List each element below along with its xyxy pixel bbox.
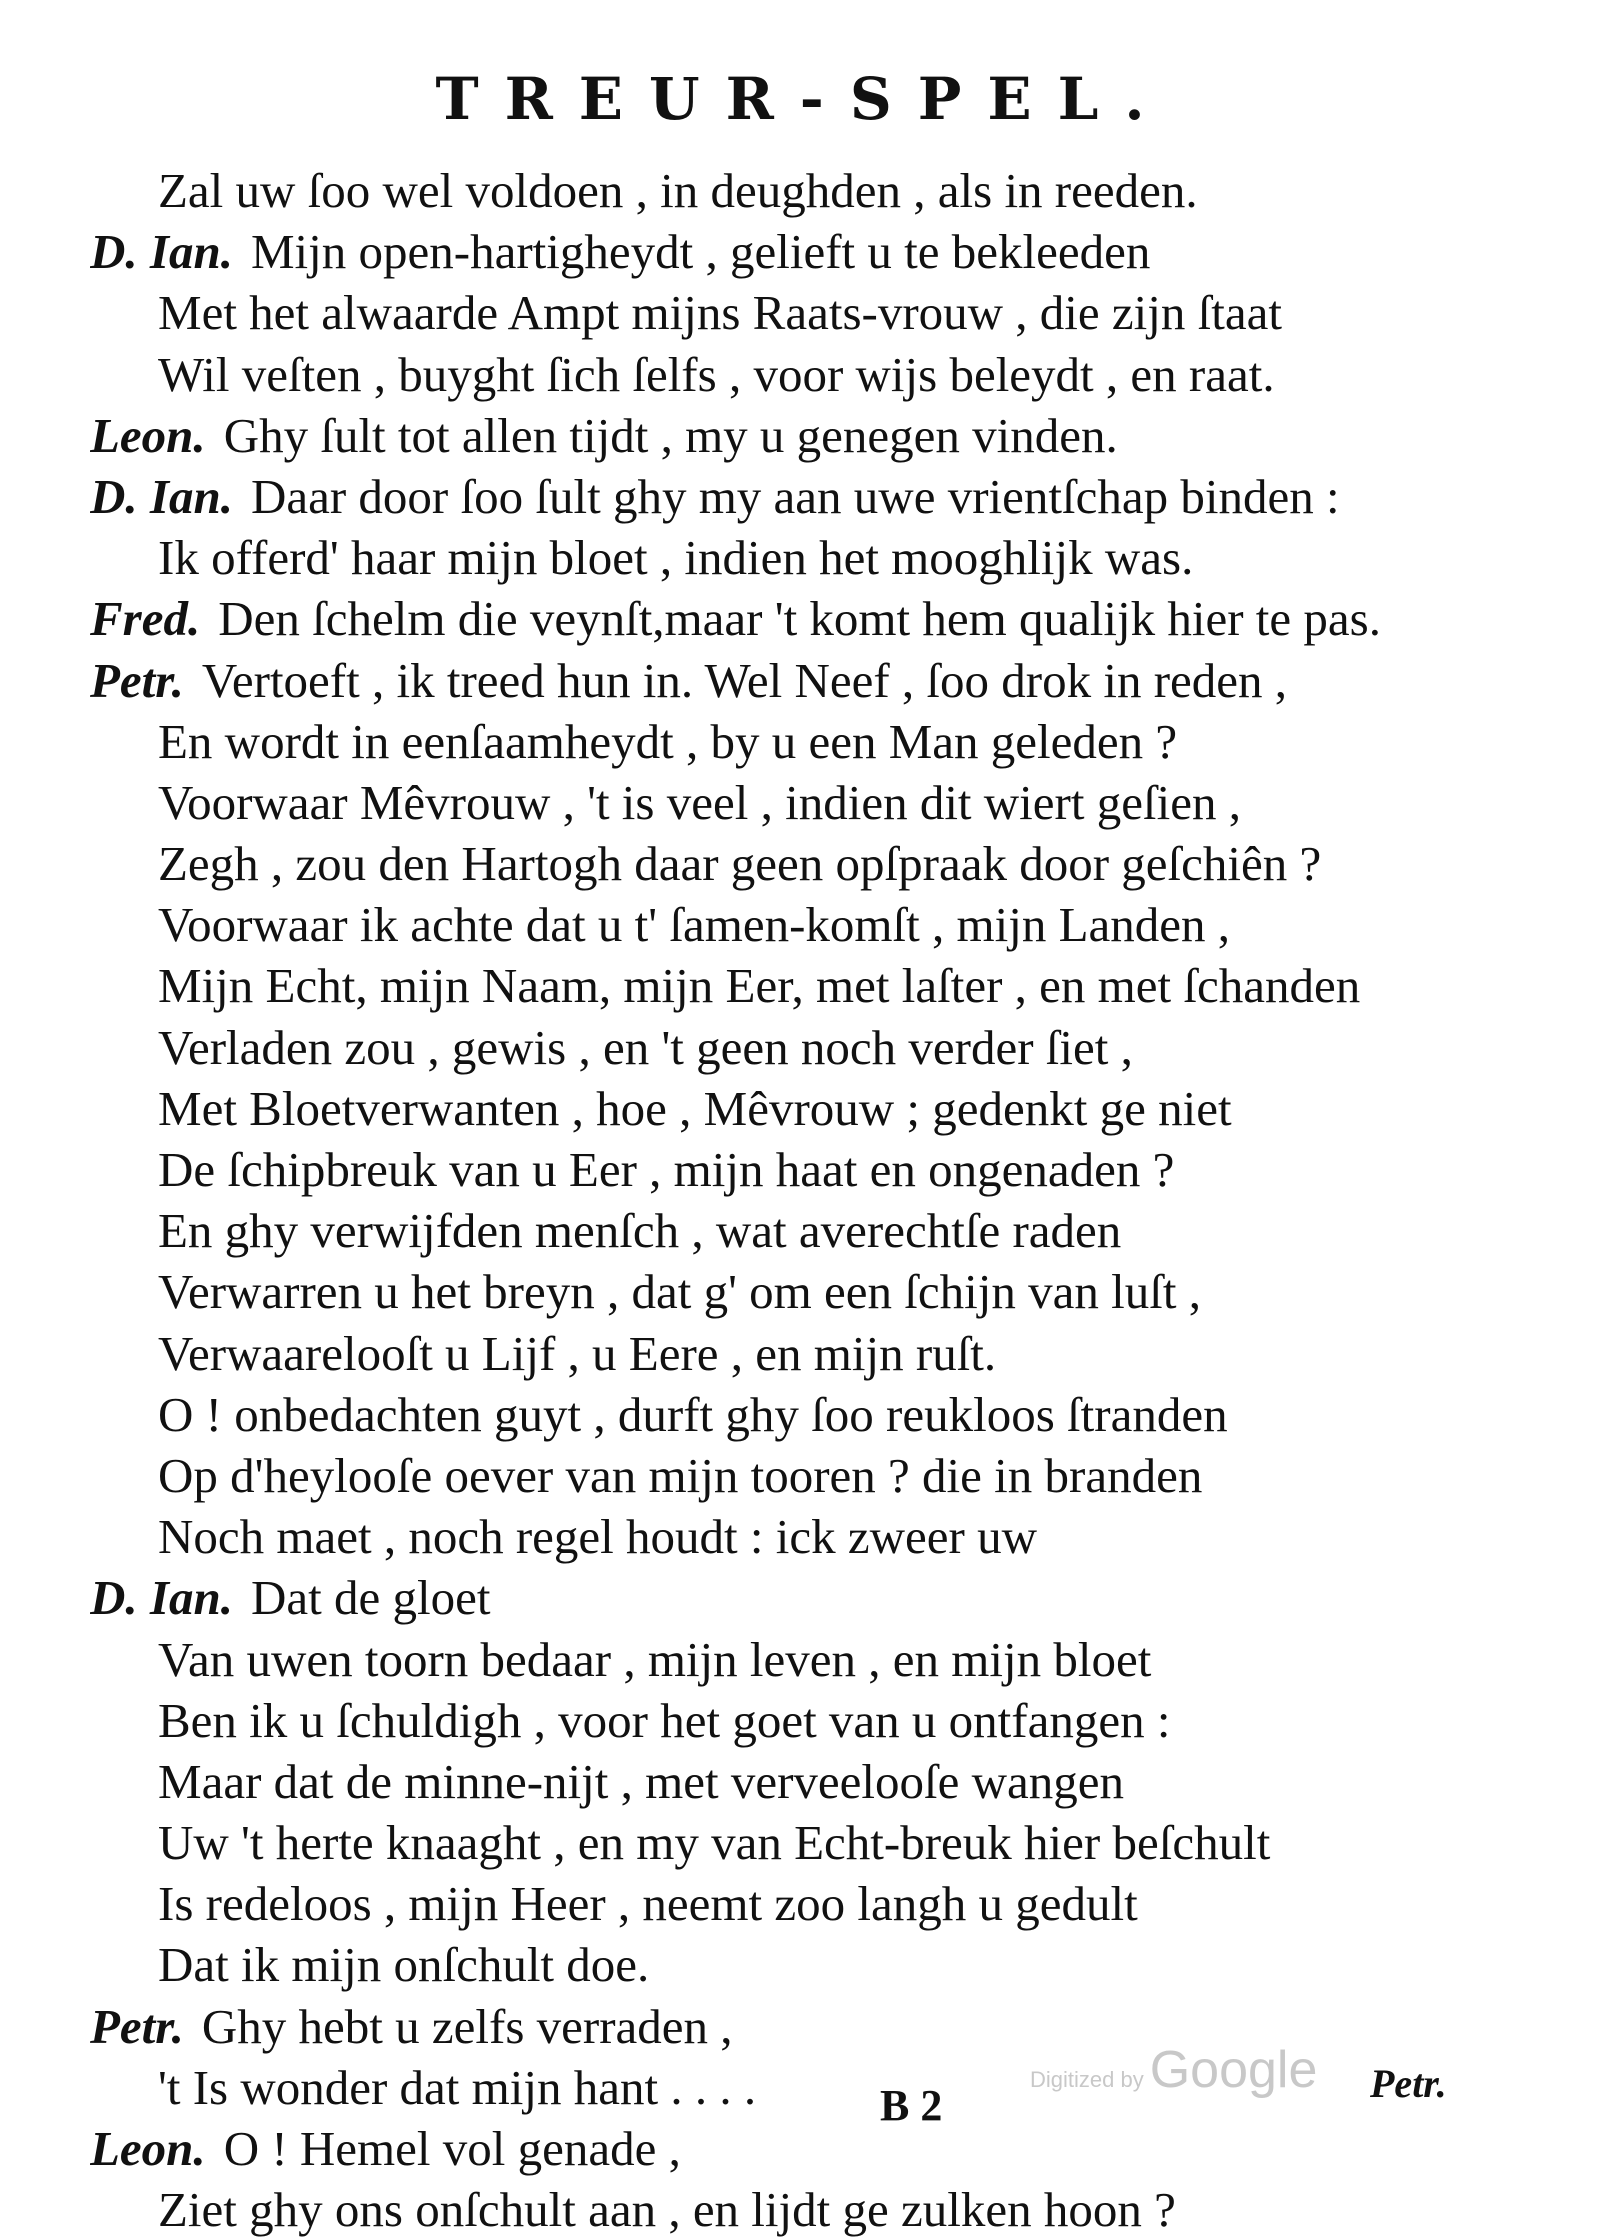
verse-text: Dat ik mijn onſchult doe. bbox=[158, 1937, 650, 1993]
verse-line bbox=[90, 1139, 1510, 1200]
verse-text: Mijn Echt, mijn Naam, mijn Eer, met laſter , en met ſchanden bbox=[158, 958, 1361, 1014]
verse-line bbox=[90, 1690, 1510, 1751]
speaker-label: Fred. bbox=[90, 591, 201, 647]
verse-line bbox=[90, 282, 1510, 343]
verse-text: Ghy hebt u zelfs verraden , bbox=[201, 1998, 733, 2054]
verse-line bbox=[90, 1017, 1510, 1078]
verse-text: Verwarren u het breyn , dat g' om een ſchijn van luſt , bbox=[158, 1264, 1201, 1320]
verse-text: En wordt in eenſaamheydt , by u een Man geleden ? bbox=[158, 713, 1178, 769]
verse-text: Ziet ghy ons onſchult aan , en lijdt ge zulken hoon ? bbox=[158, 2182, 1176, 2238]
verse-line bbox=[90, 711, 1510, 772]
verse-line bbox=[90, 1323, 1510, 1384]
verse-text: Daar door ſoo ſult ghy my aan uwe vrientſchap binden : bbox=[250, 468, 1340, 524]
verse-line bbox=[90, 1812, 1510, 1873]
catchword: Petr. bbox=[1370, 2061, 1447, 2106]
verse-text: Zegh , zou den Hartogh daar geen opſpraak door geſchiên ? bbox=[158, 836, 1322, 892]
verse-text: Voorwaar Mêvrouw , 't is veel , indien dit wiert geſien , bbox=[158, 774, 1241, 830]
verse-text: Mijn open-hartigheydt , gelieft u te bekleeden bbox=[250, 224, 1151, 280]
verse-text: Ik offerd' haar mijn bloet , indien het mooghlijk was. bbox=[158, 530, 1194, 586]
verse-line bbox=[90, 955, 1510, 1016]
watermark-small-text: Digitized by bbox=[1030, 2067, 1144, 2092]
verse-line bbox=[90, 1445, 1510, 1506]
verse-text: Verwaarelooſt u Lijf , u Eere , en mijn ruſt. bbox=[158, 1325, 997, 1381]
verse-text: Ghy ſult tot allen tijdt , my u genegen vinden. bbox=[223, 407, 1118, 463]
verse-text: Verladen zou , gewis , en 't geen noch verder ſiet , bbox=[158, 1019, 1133, 1075]
verse-text: Voorwaar ik achte dat u t' ſamen-komſt , mijn Landen , bbox=[158, 897, 1231, 953]
verse-line bbox=[90, 1261, 1510, 1322]
speaker-label: Leon. bbox=[90, 407, 206, 463]
verse-text: De ſchipbreuk van u Eer , mijn haat en ongenaden ? bbox=[158, 1142, 1175, 1197]
verse-line bbox=[90, 1629, 1510, 1690]
verse-line bbox=[90, 772, 1510, 833]
verse-line bbox=[90, 1078, 1510, 1139]
verse-line bbox=[90, 2179, 1510, 2240]
verse-line bbox=[90, 344, 1510, 405]
verse-text: Maar dat de minne-nijt , met verveelooſe wangen bbox=[158, 1753, 1125, 1809]
verse-text: Noch maet , noch regel houdt : ick zweer uw bbox=[158, 1509, 1037, 1565]
speaker-label: Leon. bbox=[90, 2121, 206, 2176]
speaker-label: D. Ian. bbox=[90, 1570, 233, 1626]
verse-text: Met het alwaarde Ampt mijns Raats-vrouw , die zijn ſtaat bbox=[158, 285, 1282, 341]
verse-text: Is redeloos , mijn Heer , neemt zoo langh u gedult bbox=[158, 1876, 1138, 1932]
verse-text: Vertoeft , ik treed hun in. Wel Neef , ſoo drok in reden , bbox=[201, 652, 1288, 708]
verse-text: Uw 't herte knaaght , en my van Echt-breuk hier beſchult bbox=[158, 1815, 1271, 1871]
verse-text: Ben ik u ſchuldigh , voor het goet van u ontfangen : bbox=[158, 1692, 1171, 1748]
verse-text: Op d'heylooſe oever van mijn tooren ? die in branden bbox=[158, 1447, 1203, 1503]
verse-line bbox=[90, 527, 1510, 588]
verse-text: Den ſchelm die veynſt,maar 't komt hem qualijk hier te pas. bbox=[218, 591, 1381, 647]
running-head: TREUR-SPEL. bbox=[435, 65, 1171, 133]
watermark-brand-text: Google bbox=[1149, 2041, 1318, 2099]
verse-text: 't Is wonder dat mijn hant . . . . bbox=[158, 2059, 757, 2115]
verse-line bbox=[90, 894, 1510, 955]
verse-text: O ! Hemel vol genade , bbox=[223, 2121, 681, 2176]
verse-line bbox=[90, 1873, 1510, 1934]
verse-line bbox=[90, 1751, 1510, 1812]
verse-text: Dat de gloet bbox=[250, 1570, 491, 1626]
verse-line bbox=[90, 833, 1510, 894]
speaker-label: D. Ian. bbox=[90, 224, 233, 280]
verse-line bbox=[90, 1506, 1510, 1567]
verse-line bbox=[90, 1934, 1510, 1995]
verse-text: Wil veſten , buyght ſich ſelfs , voor wijs beleydt , en raat. bbox=[158, 346, 1275, 402]
verse-line bbox=[90, 405, 1510, 466]
verse-line bbox=[90, 588, 1510, 649]
signature-mark: B 2 bbox=[880, 2081, 943, 2130]
verse-line bbox=[90, 1567, 1510, 1628]
speaker-label: Petr. bbox=[90, 1998, 184, 2054]
verse-text: En ghy verwijfden menſch , wat averechtſe raden bbox=[158, 1203, 1122, 1259]
verse-text: Van uwen toorn bedaar , mijn leven , en mijn bloet bbox=[158, 1631, 1152, 1687]
verse-block bbox=[90, 160, 1510, 2240]
verse-text: Zal uw ſoo wel voldoen , in deughden , als in reeden. bbox=[158, 163, 1198, 218]
verse-line bbox=[90, 650, 1510, 711]
verse-line bbox=[90, 2118, 1510, 2179]
speaker-label: Petr. bbox=[90, 652, 184, 708]
speaker-label: D. Ian. bbox=[90, 468, 233, 524]
verse-line bbox=[90, 466, 1510, 527]
digitized-watermark bbox=[1030, 2040, 1317, 2100]
verse-text: Met Bloetverwanten , hoe , Mêvrouw ; gedenkt ge niet bbox=[158, 1080, 1232, 1136]
verse-line bbox=[90, 1384, 1510, 1445]
verse-line bbox=[90, 1200, 1510, 1261]
verse-text: O ! onbedachten guyt , durft ghy ſoo reukloos ſtranden bbox=[158, 1386, 1228, 1442]
verse-line bbox=[90, 221, 1510, 282]
verse-line bbox=[90, 160, 1510, 221]
